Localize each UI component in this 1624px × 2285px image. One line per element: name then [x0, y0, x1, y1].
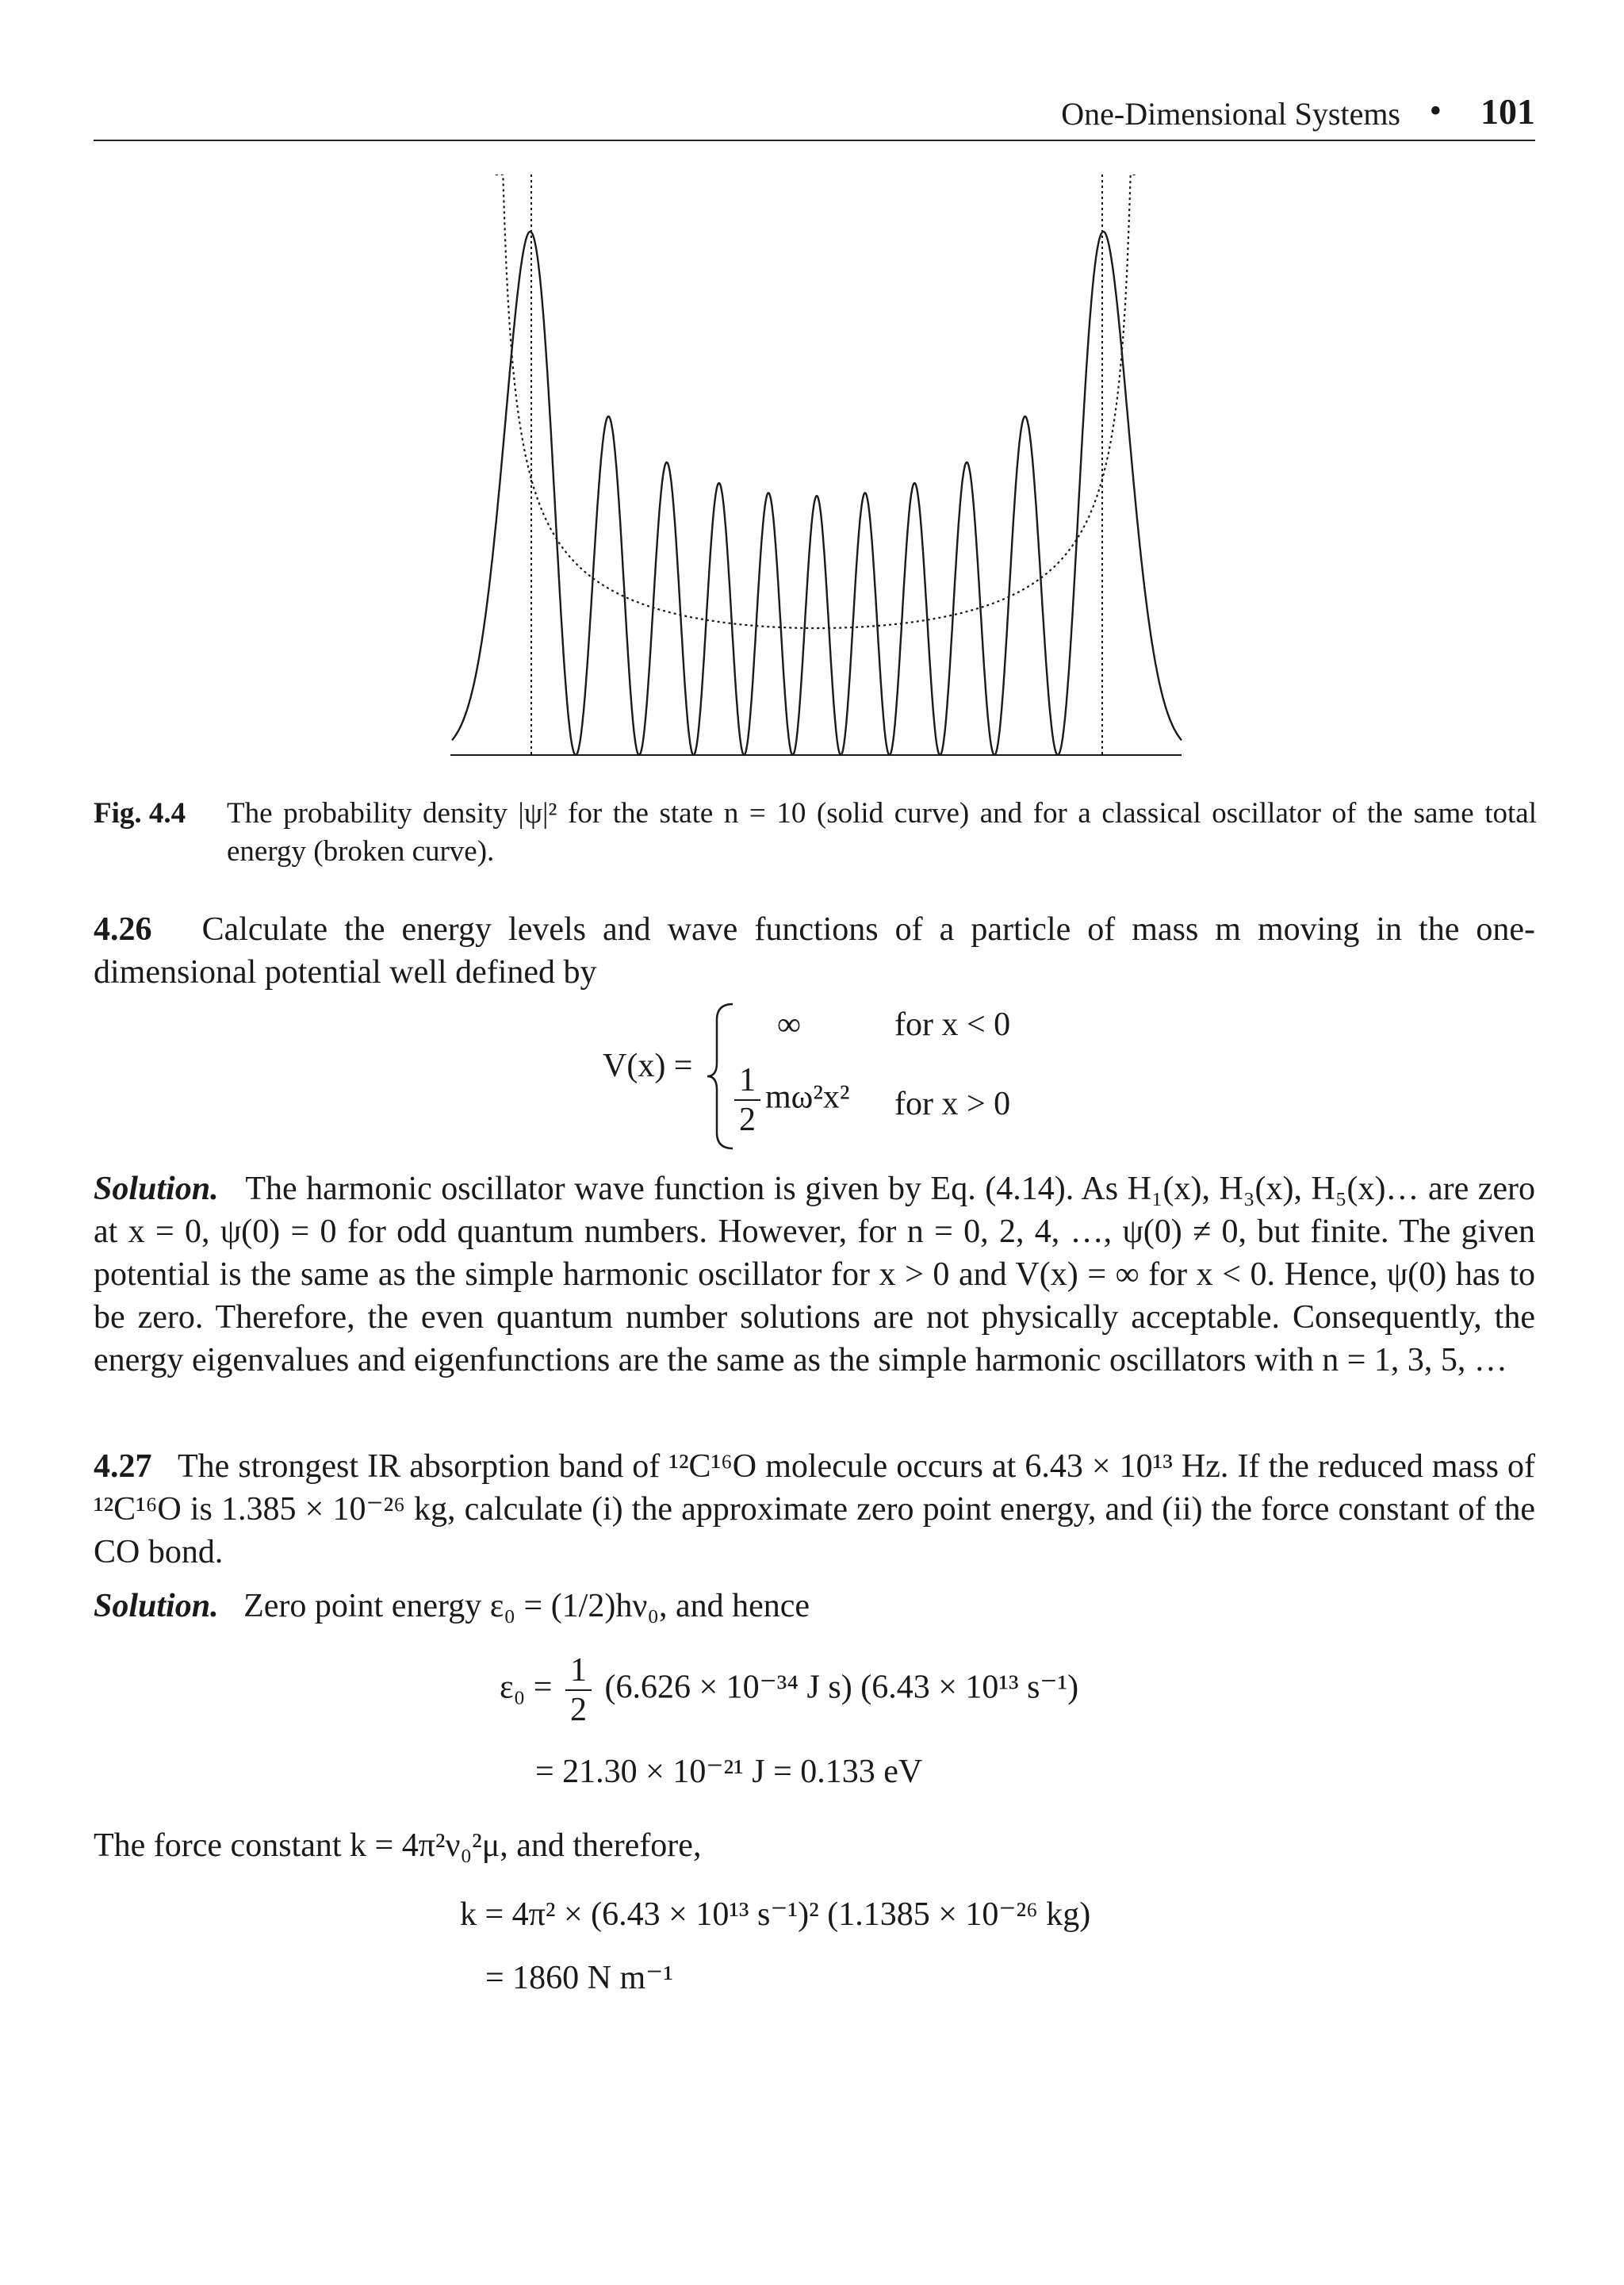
figure-caption-text: The probability density |ψ|² for the state n = 10 (solid curve) and for a classical oscillator of the same total energy (broken curve).	[227, 797, 1537, 868]
force-constant-text: The force constant k = 4π²ν₀²μ, and therefore,	[94, 1827, 702, 1864]
figure-label: Fig. 4.4	[94, 797, 186, 830]
potential-case2-value: mω²x²	[765, 1079, 850, 1116]
potential-case1-condition: for x < 0	[894, 1006, 1011, 1043]
problem-4-27	[94, 1445, 1535, 1574]
fraction-half: $\frac{1}{2}$	[565, 1651, 592, 1729]
solution-text: Zero point energy ε₀ = (1/2)hν₀, and hence	[243, 1588, 810, 1624]
fraction-half: $\frac{1}{2}$	[734, 1061, 760, 1139]
solution-4-26	[94, 1167, 1535, 1382]
problem-number: 4.27	[94, 1448, 152, 1485]
header-bullet: •	[1429, 91, 1442, 130]
figure-quantum-curve	[452, 232, 1182, 755]
running-title: One-Dimensional Systems	[1061, 96, 1400, 132]
problem-number: 4.26	[94, 911, 152, 948]
page-number: 101	[1480, 91, 1535, 132]
equation-force-constant-result: = 1860 N m⁻¹	[485, 1960, 673, 1996]
solution-label: Solution.	[94, 1588, 219, 1624]
problem-4-26	[94, 908, 1535, 994]
equation-zero-point-energy: ε₀ = $\frac{1}{2}$ (6.626 × 10⁻³⁴ J s) (6.43 × 10¹³ s⁻¹)	[500, 1652, 1079, 1728]
figure-probability-density	[444, 174, 1189, 761]
potential-case2	[730, 1061, 850, 1139]
equation-force-constant: k = 4π² × (6.43 × 10¹³ s⁻¹)² (1.1385 × 10⁻²⁶ kg)	[460, 1896, 1091, 1933]
potential-lhs: V(x) =	[603, 1048, 693, 1084]
running-header	[94, 89, 1535, 141]
solution-4-27	[94, 1585, 1535, 1627]
solution-label: Solution.	[94, 1171, 219, 1207]
potential-case1-value: ∞	[777, 1006, 801, 1043]
problem-text: Calculate the energy levels and wave functions of a particle of mass m moving in the one-dimensional potential well defined by	[94, 911, 1536, 991]
figure-classical-curve	[496, 174, 1138, 628]
potential-case2-condition: for x > 0	[894, 1086, 1011, 1122]
equation-zero-point-result: = 21.30 × 10⁻²¹ J = 0.133 eV	[535, 1754, 923, 1790]
solution-text: The harmonic oscillator wave function is given by Eq. (4.14). As H₁(x), H₃(x), H₅(x)… are zero at x = 0, ψ(0) = 0 for odd quantum numbers. However, for n = 0, 2, 4, …, ψ(0) ≠ 0, but finite. The given potential is the same as the simple harmonic oscillator for x > 0 and V(x) = ∞ for x < 0. Hence, ψ(0) has to be zero. Therefore, the even quantum number solutions are not physically acceptable. Consequently, the energy eigenvalues and eigenfunctions are the same as the simple harmonic oscillators with n = 1, 3, 5, …	[94, 1171, 1535, 1378]
problem-text: The strongest IR absorption band of ¹²C¹⁶O molecule occurs at 6.43 × 10¹³ Hz. If the reduced mass of ¹²C¹⁶O is 1.385 × 10⁻²⁶ kg, calculate (i) the approximate zero point energy, and (ii) the force constant of the CO bond.	[94, 1448, 1535, 1570]
